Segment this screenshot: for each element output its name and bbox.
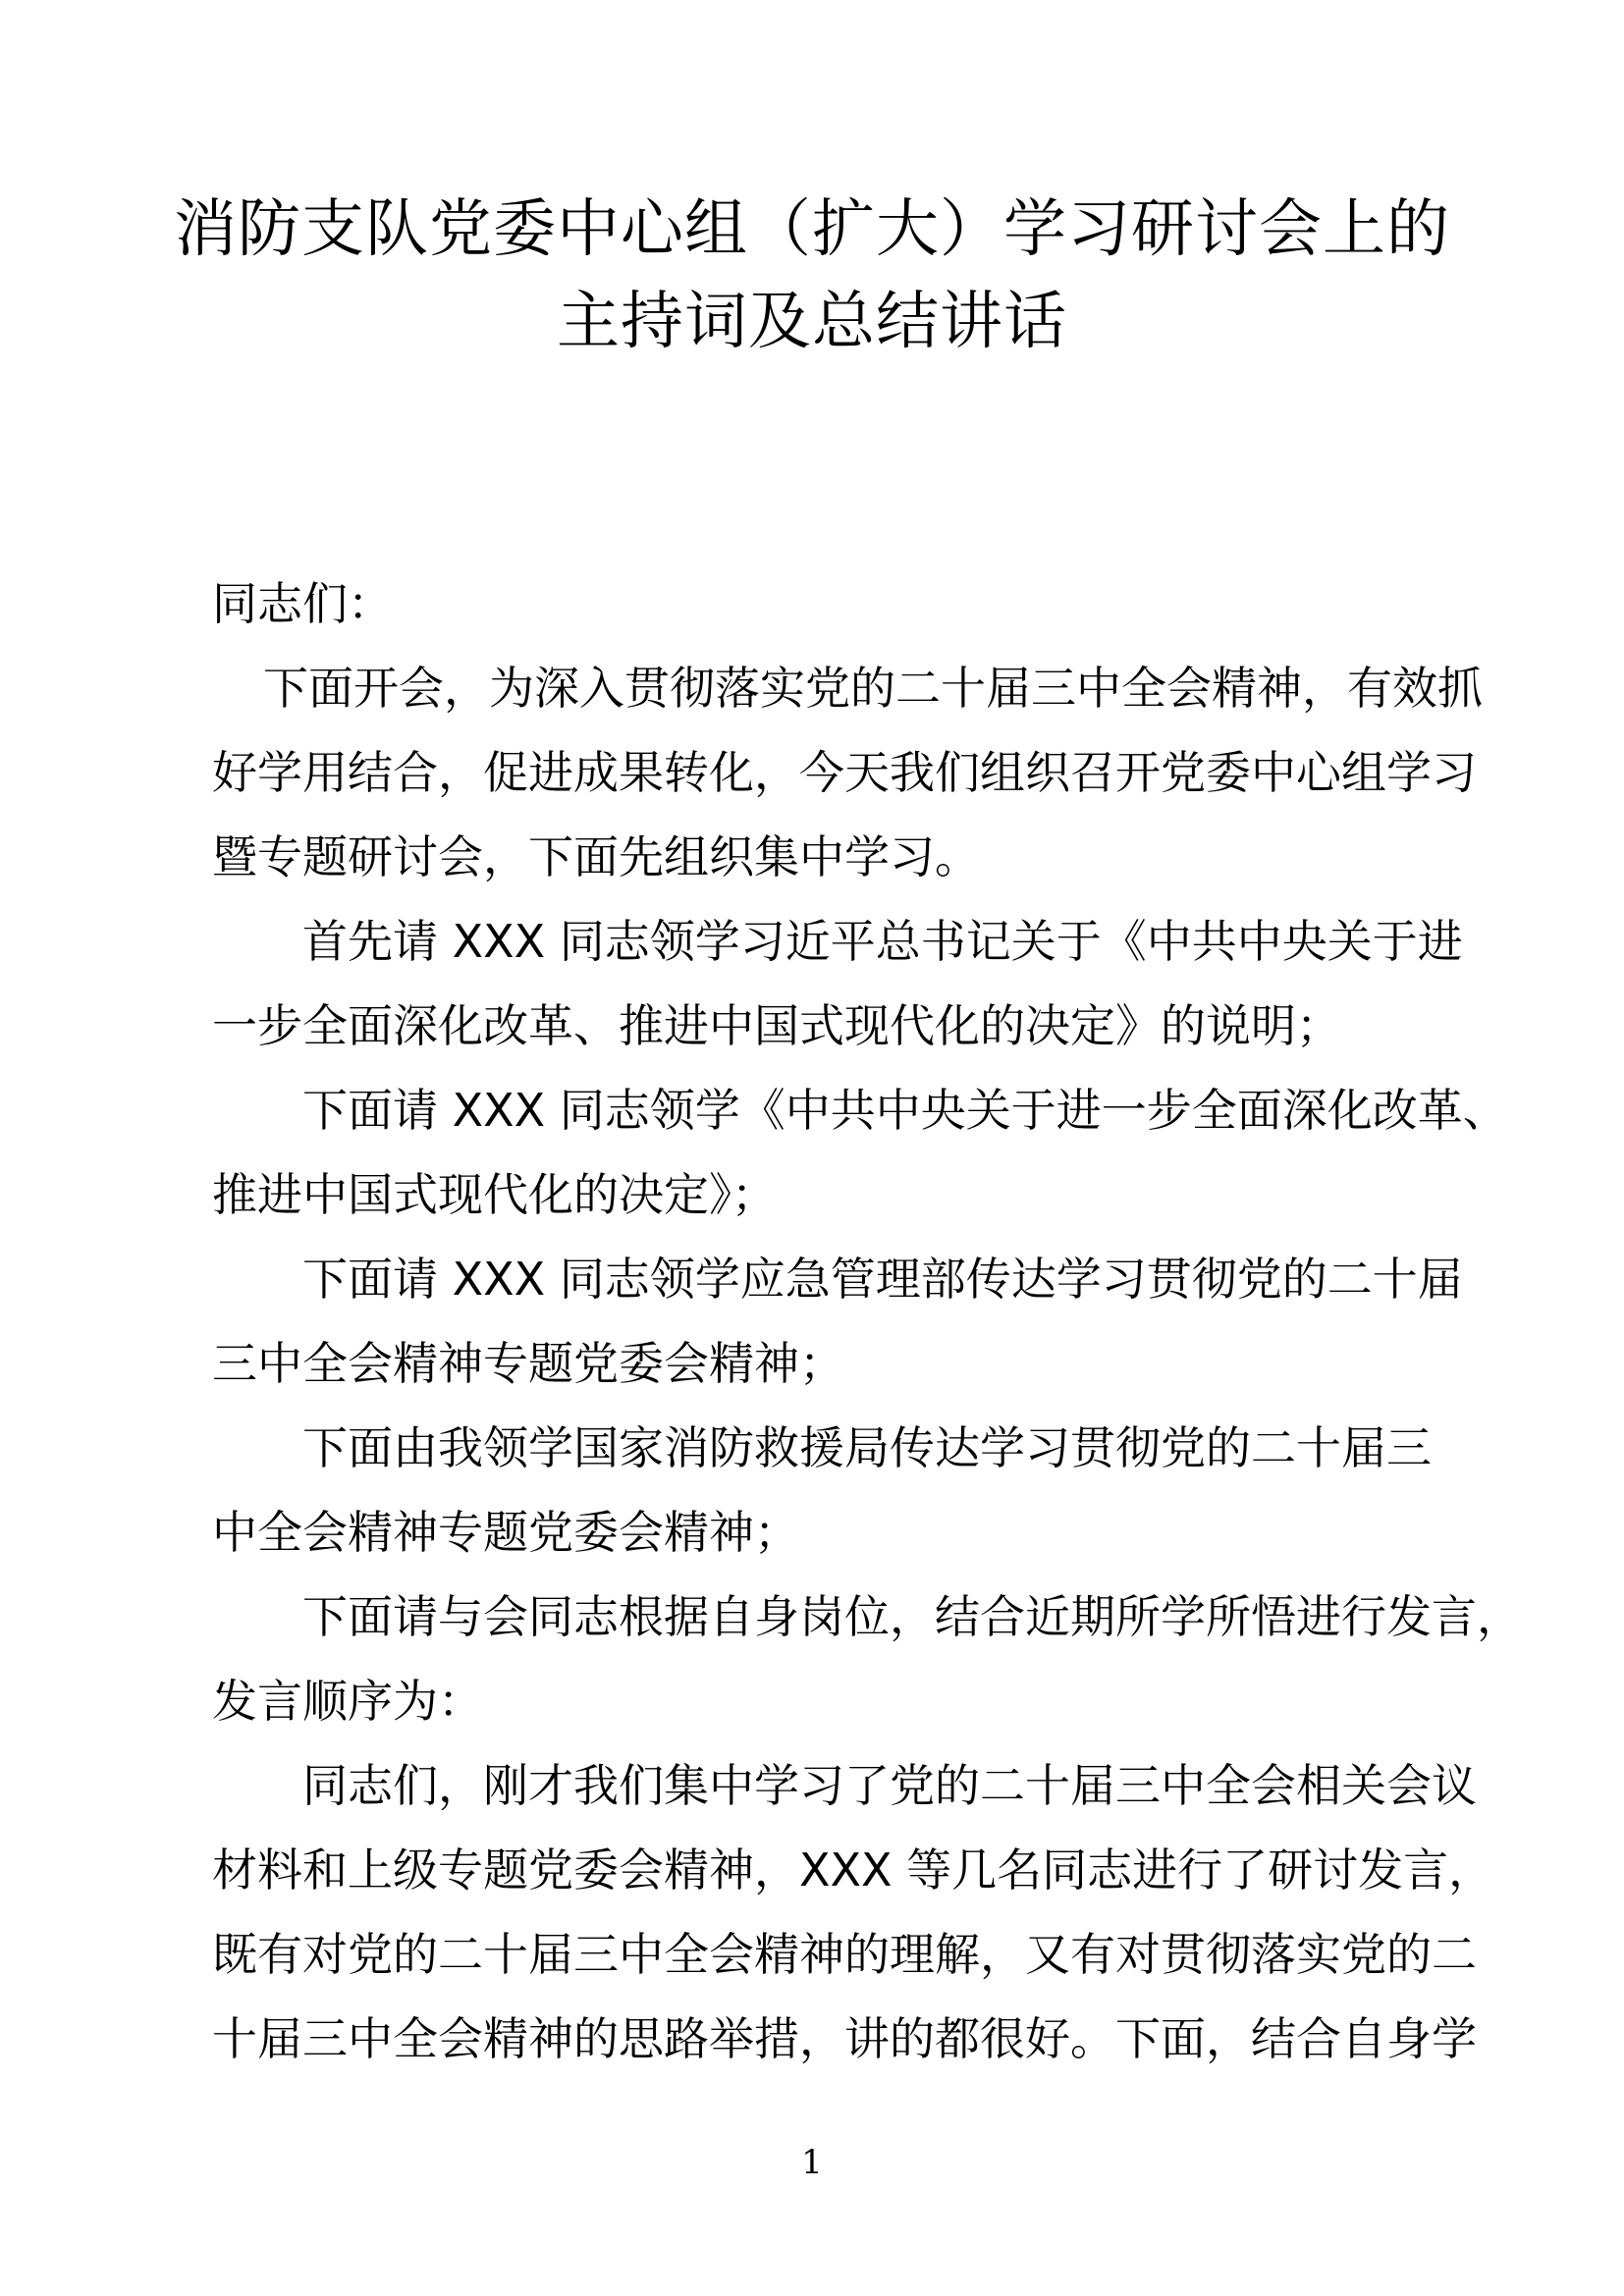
body-line: 推进中国式现代化的决定》； bbox=[212, 1168, 777, 1221]
body-line: 十届三中全会精神的思路举措，讲的都很好。下面，结合自身学 bbox=[212, 2012, 1477, 2065]
body-line: 暨专题研讨会，下面先组织集中学习。 bbox=[212, 830, 980, 883]
body-line: 一步全面深化改革、推进中国式现代化的决定》的说明； bbox=[212, 999, 1341, 1052]
body-line: 下面请与会同志根据自身岗位，结合近期所学所悟进行发言， bbox=[302, 1590, 1522, 1643]
body-line: 三中全会精神专题党委会精神； bbox=[212, 1337, 844, 1390]
page-number: 1 bbox=[801, 2143, 823, 2182]
body-line: 发言顺序为： bbox=[212, 1675, 483, 1728]
body-line: 好学用结合，促进成果转化，今天我们组织召开党委中心组学习 bbox=[212, 746, 1477, 799]
body-line: 既有对党的二十届三中全会精神的理解，又有对贯彻落实党的二 bbox=[212, 1928, 1477, 1981]
body-line: 下面请 XXX 同志领学《中共中央关于进一步全面深化改革、 bbox=[302, 1084, 1508, 1137]
document-title-line-1: 消防支队党委中心组（扩大）学习研讨会上的 bbox=[174, 193, 1450, 266]
document-title-line-2: 主持词及总结讲话 bbox=[557, 286, 1067, 358]
body-line: 中全会精神专题党委会精神； bbox=[212, 1506, 799, 1559]
body-line: 下面开会，为深入贯彻落实党的二十届三中全会精神，有效抓 bbox=[263, 662, 1483, 715]
body-line: 下面由我领学国家消防救援局传达学习贯彻党的二十届三 bbox=[302, 1421, 1432, 1474]
body-line: 同志们，刚才我们集中学习了党的二十届三中全会相关会议 bbox=[302, 1759, 1477, 1812]
body-line: 材料和上级专题党委会精神，XXX 等几名同志进行了研讨发言， bbox=[212, 1843, 1494, 1896]
salutation: 同志们： bbox=[212, 577, 393, 630]
body-line: 首先请 XXX 同志领学习近平总书记关于《中共中央关于进 bbox=[302, 915, 1463, 968]
body-line: 下面请 XXX 同志领学应急管理部传达学习贯彻党的二十届 bbox=[302, 1253, 1463, 1306]
